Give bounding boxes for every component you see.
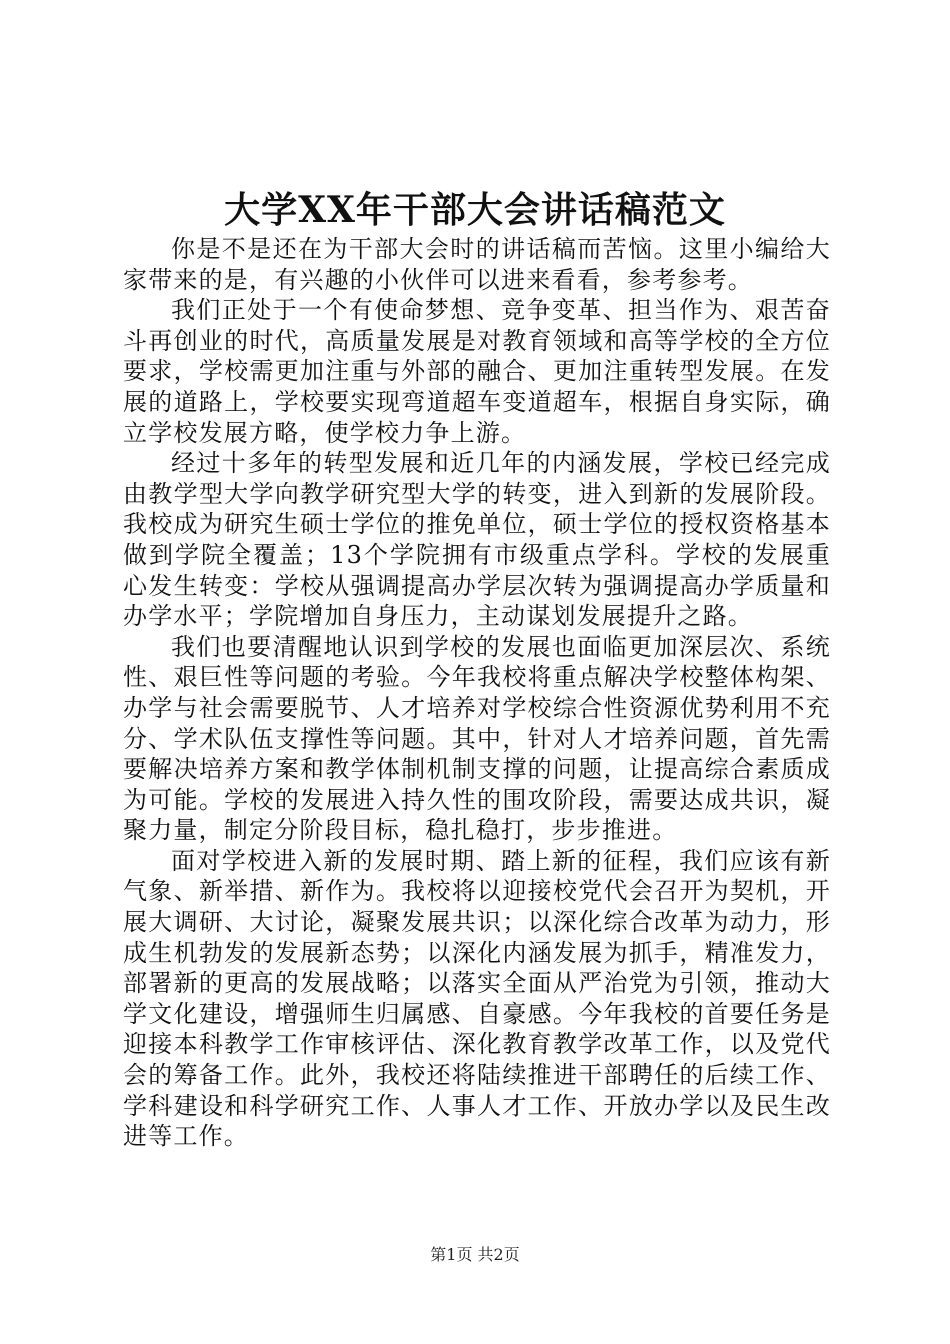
document-body — [123, 234, 831, 1152]
document-title: 大学XX年干部大会讲话稿范文 — [224, 189, 726, 231]
paragraph-challenges: 我们也要清醒地认识到学校的发展也面临更加深层次、系统性、艰巨性等问题的考验。今年我校将重点解决学校整体构架、办学与社会需要脱节、人才培养对学校综合性资源优势利用不充分、学术队伍支撑性等问题。其中，针对人才培养问题，首先需要解决培养方案和教学体制机制支撑的问题，让提高综合素质成为可能。学校的发展进入持久性的围攻阶段，需要达成共识，凝聚力量，制定分阶段目标，稳扎稳打，步步推进。 — [123, 632, 831, 845]
page-number-footer: 第1页 共2页 — [430, 1245, 520, 1264]
paragraph-transformation: 经过十多年的转型发展和近几年的内涵发展，学校已经完成由教学型大学向教学研究型大学的转变，进入到新的发展阶段。我校成为研究生硕士学位的推免单位，硕士学位的授权资格基本做到学院全覆盖；13个学院拥有市级重点学科。学校的发展重心发生转变：学校从强调提高办学层次转为强调提高办学质量和办学水平；学院增加自身压力，主动谋划发展提升之路。 — [123, 449, 831, 631]
paragraph-new-period: 面对学校进入新的发展时期、踏上新的征程，我们应该有新气象、新举措、新作为。我校将以迎接校党代会召开为契机，开展大调研、大讨论，凝聚发展共识；以深化综合改革为动力，形成生机勃发的发展新态势；以深化内涵发展为抓手，精准发力，部署新的更高的发展战略；以落实全面从严治党为引领，推动大学文化建设，增强师生归属感、自豪感。今年我校的首要任务是迎接本科教学工作审核评估、深化教育教学改革工作，以及党代会的筹备工作。此外，我校还将陆续推进干部聘任的后续工作、学科建设和科学研究工作、人事人才工作、开放办学以及民生改进等工作。 — [123, 846, 831, 1151]
paragraph-intro: 你是不是还在为干部大会时的讲话稿而苦恼。这里小编给大家带来的是，有兴趣的小伙伴可以进来看看，参考参考。 — [123, 235, 831, 294]
paragraph-era: 我们正处于一个有使命梦想、竞争变革、担当作为、艰苦奋斗再创业的时代，高质量发展是对教育领域和高等学校的全方位要求，学校需更加注重与外部的融合、更加注重转型发展。在发展的道路上，学校要实现弯道超车变道超车，根据自身实际，确立学校发展方略，使学校力争上游。 — [123, 296, 831, 447]
